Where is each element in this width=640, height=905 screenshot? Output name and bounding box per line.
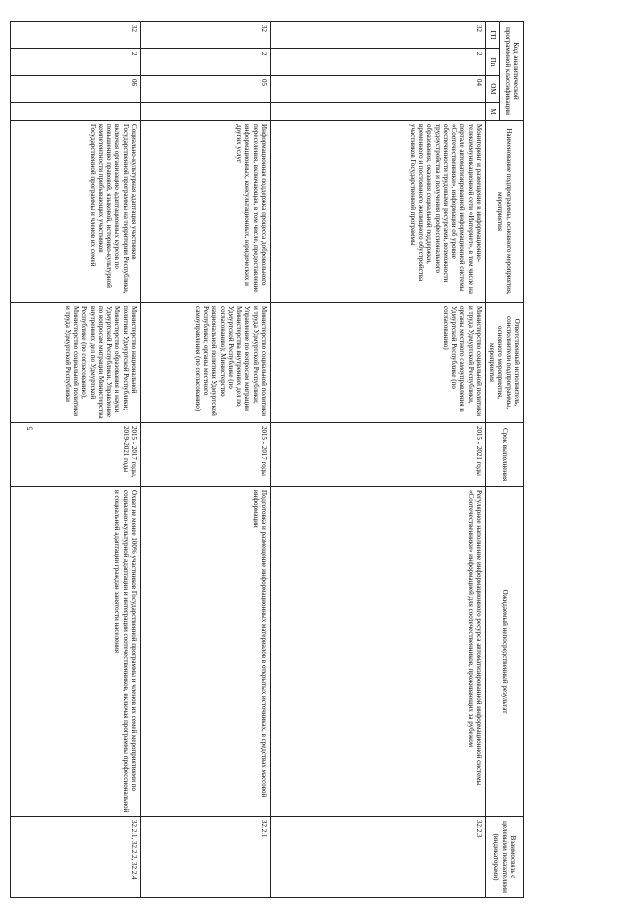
cell-name: Мониторинг и размещение в информационно-телекоммуникационной сети «Интернет», в том числе на портале автоматизированной информационной системы «Соотечественники», информации об уровне обеспеченности трудовыми ресурсами, возможности трудоустройства и получения профессионального образования, оказания социальной поддержки, временного и постоянного жилищного обустройства участников Государственной программы: [271, 121, 486, 303]
table-row: [11, 22, 141, 898]
cell-result: Подготовка и размещение информационных материалов в открытых источниках, в средствах массовой информации: [141, 487, 271, 817]
cell-gp: 32: [11, 22, 141, 49]
header-gp: ГП: [486, 22, 501, 49]
cell-responsible: Министерство национальной политики Удмуртской Республики; Министерство образования и науки Удмуртской Республики, Управление по вопросам миграции Министерства внутренних дел по Удмуртской Республике (по согласованию), Министерство социальной политики и труда Удмуртской Республики: [11, 303, 141, 423]
cell-responsible: Министерство социальной политики и труда Удмуртской Республики, органы местного самоуправления в Удмуртской Республике (по согласованию): [271, 303, 486, 423]
cell-deadline: 2015 - 2021 годы: [271, 423, 486, 487]
header-deadline: Срок выполнения: [486, 423, 524, 487]
header-code-group: Код аналитической программной классификации: [500, 22, 524, 121]
cell-name: Социально-культурная адаптация участников Государственной программы на территории Республики, включая организацию адаптационных курсов по повышению правовой, языковой, историко-культурной компетентности прибывающих участников Государственной программы и членов их семей: [11, 121, 141, 303]
header-om: ОМ: [486, 76, 501, 103]
cell-om: 05: [141, 76, 271, 103]
cell-result: Охват не менее 100% участников Государственной программы и членов их семей мероприятиями по социально-культурной адаптации и интеграции соотечественников, включая программы профессиональной и социальной адаптации граждан занятости населения: [11, 487, 141, 817]
cell-pp: 2: [271, 49, 486, 76]
table-row: [141, 22, 271, 898]
page-number: 5: [25, 426, 35, 431]
document-sheet: [21, 21, 524, 897]
header-result: Ожидаемый непосредственный результат: [486, 487, 524, 817]
cell-gp: 32: [271, 22, 486, 49]
cell-gp: 32: [141, 22, 271, 49]
header-responsible: Ответственный исполнитель, соисполнители подпрограммы, основного мероприятия, мероприятия: [486, 303, 524, 423]
cell-result: Регулярное наполнение информационного ресурса автоматизированной информационной системы «Соотечественники» информацией для соотечественников, проживающих за рубежом: [271, 487, 486, 817]
header-pp: Пп: [486, 49, 501, 76]
program-table: [10, 21, 524, 898]
cell-relation: 32.2.3: [271, 817, 486, 898]
header-m: М: [486, 103, 501, 121]
cell-responsible: Министерство социальной политики и труда Удмуртской Республики; Управление по вопросам миграции Министерства внутренних дел по Удмуртской Республике (по согласованию); Министерство национальной политики Удмуртской Республики; органы местного самоуправления (по согласованию): [141, 303, 271, 423]
cell-om: 06: [11, 76, 141, 103]
cell-deadline: 2015 - 2017 годы, 2019-2021 годы: [11, 423, 141, 487]
cell-relation: 32.2.1: [141, 817, 271, 898]
cell-pp: 2: [141, 49, 271, 76]
cell-m: [141, 103, 271, 121]
cell-m: [11, 103, 141, 121]
table-row: [271, 22, 486, 898]
cell-name: Информационная поддержка процесса добровольного переселения, включающая, в том числе, предоставление информационных, консультационных, юридических и других услуг: [141, 121, 271, 303]
cell-relation: 32.2.1, 32.2.2, 32.2.4: [11, 817, 141, 898]
header-name: Наименование подпрограммы, основного мероприятия, мероприятия: [486, 121, 524, 303]
cell-deadline: 2015 - 2017 годы: [141, 423, 271, 487]
cell-pp: 2: [11, 49, 141, 76]
header-relation: Взаимосвязь с целевыми показателями (индикаторами): [486, 817, 524, 898]
cell-m: [271, 103, 486, 121]
cell-om: 04: [271, 76, 486, 103]
